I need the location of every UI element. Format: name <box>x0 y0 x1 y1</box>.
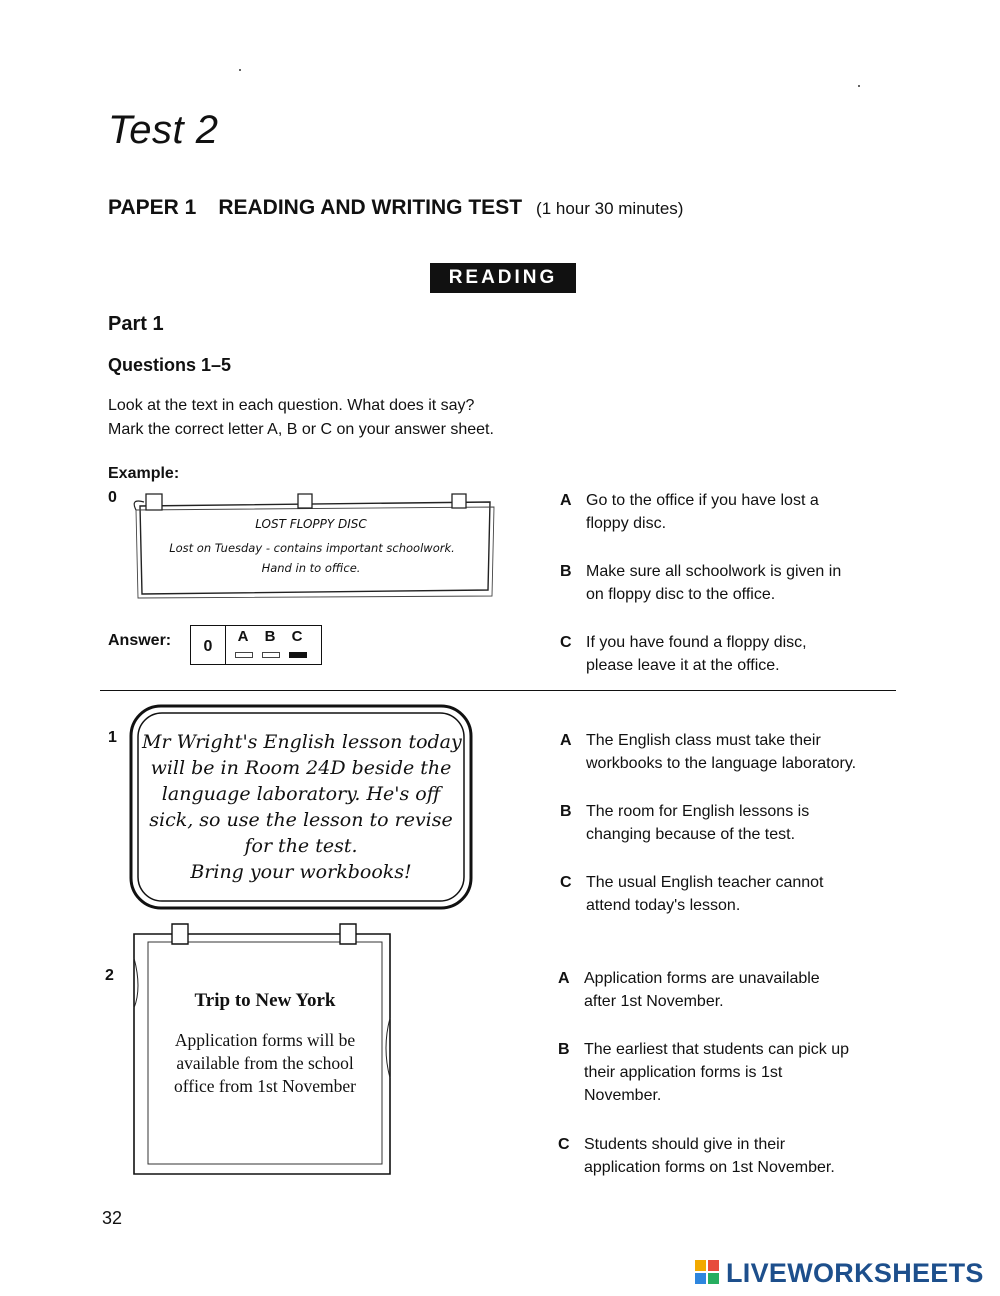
answer-slot-a <box>235 652 253 658</box>
liveworksheets-logo <box>693 1258 984 1288</box>
example-notice-heading: LOST FLOPPY DISC <box>255 517 367 531</box>
question-2-option-a <box>558 967 898 1015</box>
example-option-c <box>560 631 900 679</box>
liveworksheets-icon <box>693 1258 723 1288</box>
example-label: Example: <box>108 465 180 482</box>
paper-label: PAPER 1 <box>108 196 197 219</box>
option-text: If you have found a floppy disc, please leave it at the office. <box>586 634 807 674</box>
option-letter: B <box>558 1041 570 1058</box>
option-letter: B <box>560 803 572 820</box>
option-letter: A <box>560 732 572 749</box>
option-letter: A <box>558 970 570 987</box>
page-title: Test 2 <box>108 108 219 152</box>
question-1-option-b <box>560 800 900 848</box>
example-notice <box>128 490 498 610</box>
option-letter: C <box>560 874 572 891</box>
question-1-option-c <box>560 871 900 919</box>
notice-text: Application forms will be available from the school office from 1st November <box>174 1030 356 1096</box>
question-2-option-b <box>558 1038 898 1108</box>
answer-letter: B <box>264 628 276 645</box>
option-letter: A <box>560 492 572 509</box>
instruction-line: Look at the text in each question. What does it say? <box>108 397 475 414</box>
section-divider <box>100 690 896 691</box>
instructions <box>108 394 494 442</box>
answer-letter: A <box>237 628 249 645</box>
option-text: The English class must take their workbooks to the language laboratory. <box>586 732 857 772</box>
logo-text: LIVEWORKSHEETS <box>726 1257 984 1288</box>
question-2-number: 2 <box>105 967 114 984</box>
question-2-option-c <box>558 1133 898 1181</box>
option-text: The usual English teacher cannot attend today's lesson. <box>586 874 824 914</box>
paper-duration: (1 hour 30 minutes) <box>536 199 684 218</box>
answer-label: Answer: <box>108 632 172 649</box>
answer-number: 0 <box>191 626 226 664</box>
option-letter: C <box>560 634 572 651</box>
option-text: Application forms are unavailable after 1st November. <box>584 970 820 1010</box>
notice-text: Mr Wright's English lesson today will be in Room 24D beside the language laboratory. He's off sick, so use the lesson to revise for the test. Bring your workbooks! <box>142 731 462 883</box>
scan-speck <box>239 69 241 71</box>
option-letter: B <box>560 563 572 580</box>
option-text: Make sure all schoolwork is given in on floppy disc to the office. <box>586 563 842 603</box>
question-1-notice <box>128 703 474 911</box>
question-1-number: 1 <box>108 729 117 746</box>
example-notice-line: Hand in to office. <box>261 561 361 575</box>
example-option-b <box>560 560 900 608</box>
paper-title: READING AND WRITING TEST <box>218 196 523 219</box>
page-number: 32 <box>102 1208 123 1228</box>
answer-letter: C <box>291 628 303 645</box>
scan-speck <box>858 85 860 87</box>
option-text: The earliest that students can pick up their application forms is 1st November. <box>584 1041 850 1104</box>
answer-slot-b <box>262 652 280 658</box>
option-text: Go to the office if you have lost a floppy disc. <box>586 492 819 532</box>
answer-slot-c <box>289 652 307 658</box>
paper-heading <box>108 196 683 220</box>
part-heading: Part 1 <box>108 313 164 335</box>
questions-heading: Questions 1–5 <box>108 355 232 375</box>
example-number: 0 <box>108 489 117 506</box>
section-badge: READING <box>430 263 576 293</box>
question-2-notice <box>128 918 396 1178</box>
question-1-option-a <box>560 729 900 777</box>
example-notice-line: Lost on Tuesday - contains important schoolwork. <box>169 541 455 555</box>
example-option-a <box>560 489 900 537</box>
notice-heading: Trip to New York <box>194 990 336 1011</box>
option-text: Students should give in their application forms on 1st November. <box>584 1136 835 1176</box>
option-letter: C <box>558 1136 570 1153</box>
answer-grid <box>190 625 322 665</box>
instruction-line: Mark the correct letter A, B or C on your answer sheet. <box>108 421 494 438</box>
option-text: The room for English lessons is changing because of the test. <box>586 803 810 843</box>
